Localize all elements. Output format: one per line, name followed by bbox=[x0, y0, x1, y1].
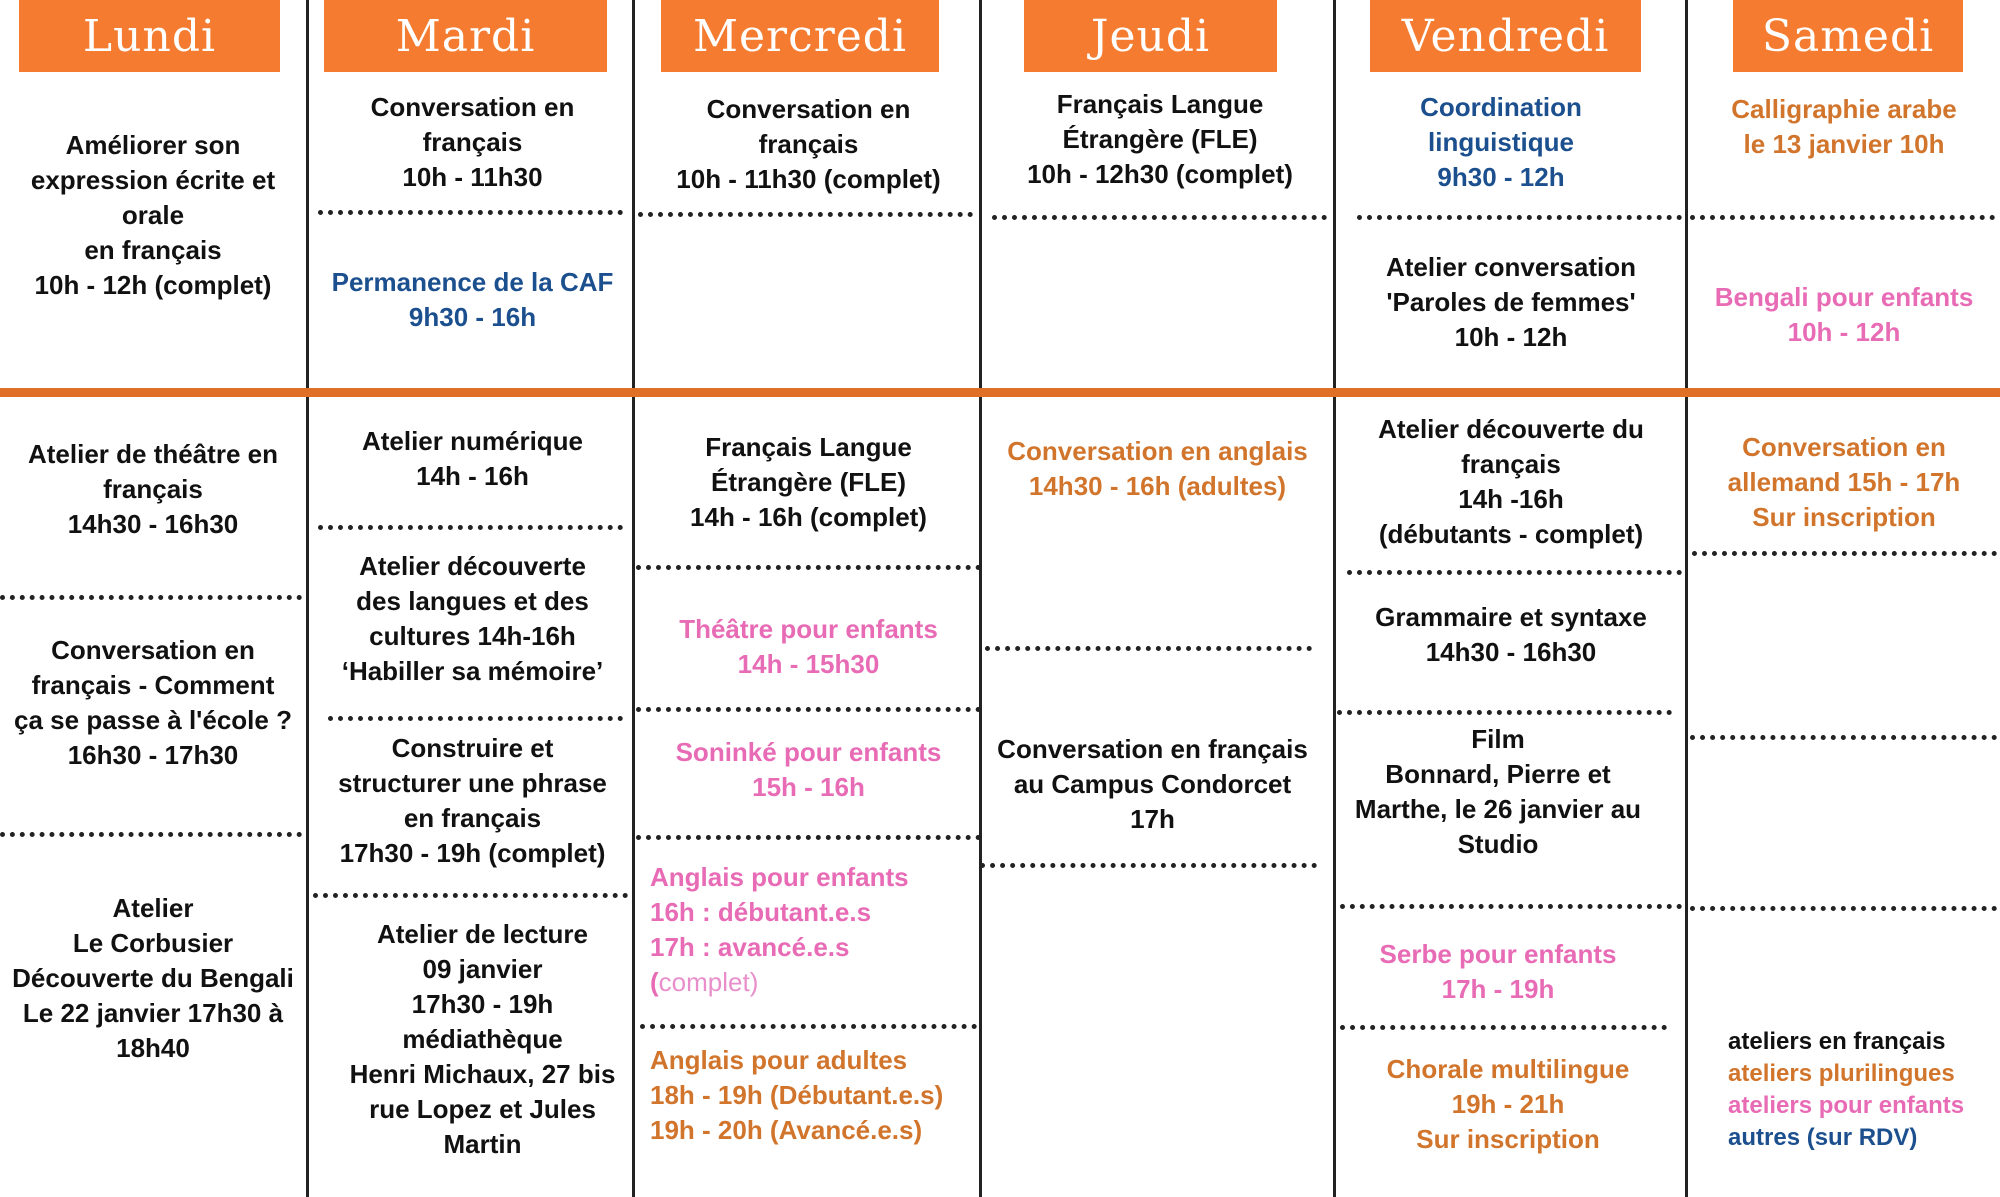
dotted-separator bbox=[0, 832, 302, 837]
event-line: Atelier découverte du bbox=[1378, 414, 1644, 444]
event-line: 17h : avancé.e.s bbox=[650, 932, 850, 962]
event-line: 14h - 15h30 bbox=[737, 649, 880, 679]
dotted-separator bbox=[980, 863, 1317, 868]
event-line: Anglais pour adultes bbox=[650, 1045, 908, 1075]
event-line: structurer une phrase bbox=[338, 768, 607, 798]
day-header-lundi: Lundi bbox=[19, 0, 280, 72]
event-line: en français bbox=[403, 803, 542, 833]
event-line: 18h - 19h (Débutant.e.s) bbox=[650, 1080, 944, 1110]
event-mardi-1 bbox=[310, 90, 635, 195]
event-line: le 13 janvier 10h bbox=[1743, 129, 1945, 159]
event-line: 14h30 - 16h30 bbox=[1425, 637, 1597, 667]
event-lundi-4 bbox=[0, 891, 306, 1066]
complet-note: complet) bbox=[658, 967, 759, 997]
event-line: Bonnard, Pierre et bbox=[1385, 759, 1611, 789]
event-mercredi-5 bbox=[650, 860, 970, 1000]
morning-afternoon-divider bbox=[0, 388, 2000, 397]
event-line: (débutants - complet) bbox=[1378, 519, 1644, 549]
dotted-separator bbox=[0, 595, 302, 600]
dotted-separator bbox=[636, 565, 981, 570]
event-line: Coordination bbox=[1420, 92, 1582, 122]
event-line: 16h30 - 17h30 bbox=[67, 740, 239, 770]
legend-plurilingual: ateliers plurilingues bbox=[1728, 1060, 1955, 1087]
event-line: Le Corbusier bbox=[72, 928, 234, 958]
event-line: 15h - 16h bbox=[752, 772, 865, 802]
event-line: Studio bbox=[1457, 829, 1539, 859]
event-line bbox=[650, 965, 970, 1000]
event-mercredi-2 bbox=[636, 430, 981, 535]
dotted-separator bbox=[1690, 215, 1995, 220]
event-line: linguistique bbox=[1428, 127, 1574, 157]
dotted-separator bbox=[1690, 906, 1997, 911]
dotted-separator bbox=[636, 707, 981, 712]
column-separator bbox=[1685, 0, 1688, 1197]
event-line: 18h40 bbox=[116, 1033, 190, 1063]
event-vendredi-4 bbox=[1350, 600, 1672, 670]
event-line: Étrangère (FLE) bbox=[1062, 124, 1258, 154]
event-line: 10h - 12h (complet) bbox=[34, 270, 272, 300]
event-line: des langues et des bbox=[356, 586, 589, 616]
event-line: médiathèque bbox=[402, 1024, 563, 1054]
event-line: cultures 14h-16h bbox=[369, 621, 576, 651]
event-line: Améliorer son bbox=[65, 130, 241, 160]
dotted-separator bbox=[985, 646, 1312, 651]
event-line: Atelier conversation bbox=[1386, 252, 1636, 282]
day-header-samedi: Samedi bbox=[1733, 0, 1963, 72]
event-line: Martin bbox=[443, 1129, 522, 1159]
event-line: Soninké pour enfants bbox=[675, 737, 942, 767]
event-line: Conversation en anglais bbox=[1007, 436, 1308, 466]
event-line: 14h - 16h bbox=[416, 461, 529, 491]
event-jeudi-2 bbox=[985, 434, 1330, 504]
dotted-separator bbox=[640, 1024, 977, 1029]
event-line: orale bbox=[121, 200, 185, 230]
event-vendredi-3 bbox=[1350, 412, 1672, 552]
event-vendredi-7 bbox=[1347, 1052, 1669, 1157]
event-vendredi-1 bbox=[1340, 90, 1662, 195]
event-line: Français Langue bbox=[705, 432, 912, 462]
event-line: 19h - 20h (Avancé.e.s) bbox=[650, 1115, 923, 1145]
event-line: 10h - 12h bbox=[1787, 317, 1901, 347]
event-line: Conversation en français bbox=[997, 734, 1308, 764]
event-line: Atelier découverte bbox=[359, 551, 586, 581]
event-mardi-4 bbox=[310, 549, 635, 689]
day-header-mercredi: Mercredi bbox=[661, 0, 939, 72]
event-line: 10h - 11h30 (complet) bbox=[676, 164, 941, 194]
event-line: Construire et bbox=[391, 733, 554, 763]
event-lundi-1 bbox=[0, 128, 306, 303]
dotted-separator bbox=[1337, 710, 1672, 715]
event-vendredi-2 bbox=[1350, 250, 1672, 355]
event-jeudi-3 bbox=[980, 732, 1325, 837]
event-line: Découverte du Bengali bbox=[12, 963, 294, 993]
dotted-separator bbox=[313, 893, 628, 898]
event-line: français bbox=[103, 474, 203, 504]
event-line: 16h : débutant.e.s bbox=[650, 897, 872, 927]
event-line: 09 janvier bbox=[422, 954, 543, 984]
event-line: Théâtre pour enfants bbox=[679, 614, 938, 644]
event-line: 14h - 16h (complet) bbox=[690, 502, 927, 532]
event-line: 10h - 12h bbox=[1454, 322, 1568, 352]
event-line: Chorale multilingue bbox=[1386, 1054, 1630, 1084]
dotted-separator bbox=[1357, 215, 1682, 220]
dotted-separator bbox=[992, 215, 1327, 220]
event-line: au Campus Condorcet bbox=[1013, 769, 1292, 799]
event-line: Français Langue bbox=[1056, 89, 1264, 119]
event-line: Conversation en bbox=[370, 92, 575, 122]
event-line: Atelier de lecture bbox=[377, 919, 588, 949]
color-legend bbox=[1728, 1026, 1964, 1154]
event-line: expression écrite et bbox=[30, 165, 276, 195]
event-line: 17h30 - 19h (complet) bbox=[339, 838, 606, 868]
event-line: 17h30 - 19h bbox=[411, 989, 554, 1019]
column-separator bbox=[306, 0, 309, 1197]
dotted-separator bbox=[638, 212, 973, 217]
event-vendredi-5 bbox=[1337, 722, 1659, 862]
event-line: Sur inscription bbox=[1752, 502, 1936, 532]
event-line: Serbe pour enfants bbox=[1379, 939, 1617, 969]
event-line: 19h - 21h bbox=[1451, 1089, 1565, 1119]
dotted-separator bbox=[1347, 570, 1682, 575]
day-header-jeudi: Jeudi bbox=[1024, 0, 1277, 72]
legend-other: autres (sur RDV) bbox=[1728, 1124, 1918, 1151]
event-mercredi-3 bbox=[636, 612, 981, 682]
event-line: allemand 15h - 17h bbox=[1727, 467, 1961, 497]
dotted-separator bbox=[636, 835, 981, 840]
event-line: français bbox=[1461, 449, 1561, 479]
event-line: Sur inscription bbox=[1416, 1124, 1600, 1154]
day-header-mardi: Mardi bbox=[324, 0, 607, 72]
event-mardi-6 bbox=[320, 917, 645, 1162]
event-line: Atelier de théâtre en bbox=[28, 439, 278, 469]
event-samedi-2 bbox=[1688, 280, 2000, 350]
event-line: Atelier numérique bbox=[361, 426, 584, 456]
event-line: 10h - 11h30 bbox=[402, 162, 543, 192]
event-line: Film bbox=[1471, 724, 1525, 754]
event-line: Atelier bbox=[112, 893, 194, 923]
event-line: 14h30 - 16h30 bbox=[67, 509, 239, 539]
event-line: 9h30 - 12h bbox=[1437, 162, 1565, 192]
event-lundi-3 bbox=[0, 633, 306, 773]
event-samedi-1 bbox=[1688, 92, 2000, 162]
event-line: Anglais pour enfants bbox=[650, 862, 909, 892]
event-line: ‘Habiller sa mémoire’ bbox=[341, 656, 604, 686]
day-header-vendredi: Vendredi bbox=[1370, 0, 1641, 72]
dotted-separator bbox=[328, 716, 623, 721]
event-line: Conversation en bbox=[706, 94, 911, 124]
event-mardi-2 bbox=[310, 265, 635, 335]
event-line: 17h bbox=[1130, 804, 1175, 834]
event-line: Permanence de la CAF bbox=[331, 267, 614, 297]
event-line: 14h -16h bbox=[1458, 484, 1564, 514]
dotted-separator bbox=[318, 210, 623, 215]
event-line: Calligraphie arabe bbox=[1731, 94, 1957, 124]
event-line: 10h - 12h30 (complet) bbox=[1027, 159, 1293, 189]
complet-paren: ( bbox=[650, 967, 659, 997]
event-vendredi-6 bbox=[1337, 937, 1659, 1007]
event-line: rue Lopez et Jules bbox=[369, 1094, 596, 1124]
event-mercredi-4 bbox=[636, 735, 981, 805]
event-mercredi-6 bbox=[650, 1043, 970, 1148]
dotted-separator bbox=[318, 525, 623, 530]
event-samedi-3 bbox=[1688, 430, 2000, 535]
event-line: en français bbox=[84, 235, 222, 265]
event-line: Le 22 janvier 17h30 à bbox=[22, 998, 284, 1028]
event-line: français bbox=[758, 129, 859, 159]
dotted-separator bbox=[1692, 551, 1997, 556]
event-line: Bengali pour enfants bbox=[1714, 282, 1974, 312]
event-jeudi-1 bbox=[985, 87, 1335, 192]
event-line: 14h30 - 16h (adultes) bbox=[1028, 471, 1287, 501]
event-lundi-2 bbox=[0, 437, 306, 542]
event-mercredi-1 bbox=[636, 92, 981, 197]
event-line: Conversation en bbox=[1742, 432, 1946, 462]
event-line: français - Comment bbox=[31, 670, 275, 700]
event-line: français bbox=[422, 127, 523, 157]
event-line: Grammaire et syntaxe bbox=[1375, 602, 1647, 632]
dotted-separator bbox=[1690, 735, 1997, 740]
event-line: 9h30 - 16h bbox=[408, 302, 537, 332]
legend-french: ateliers en français bbox=[1728, 1028, 1946, 1055]
event-line: ça se passe à l'école ? bbox=[14, 705, 292, 735]
event-line: 'Paroles de femmes' bbox=[1386, 287, 1636, 317]
dotted-separator bbox=[1340, 904, 1682, 909]
legend-children: ateliers pour enfants bbox=[1728, 1092, 1965, 1119]
event-line: Marthe, le 26 janvier au bbox=[1354, 794, 1642, 824]
event-line: Étrangère (FLE) bbox=[710, 467, 907, 497]
event-mardi-5 bbox=[310, 731, 635, 871]
event-line: Conversation en bbox=[51, 635, 255, 665]
dotted-separator bbox=[1340, 1025, 1667, 1030]
event-line: 17h - 19h bbox=[1441, 974, 1555, 1004]
event-line: Henri Michaux, 27 bis bbox=[349, 1059, 616, 1089]
event-mardi-3 bbox=[310, 424, 635, 494]
